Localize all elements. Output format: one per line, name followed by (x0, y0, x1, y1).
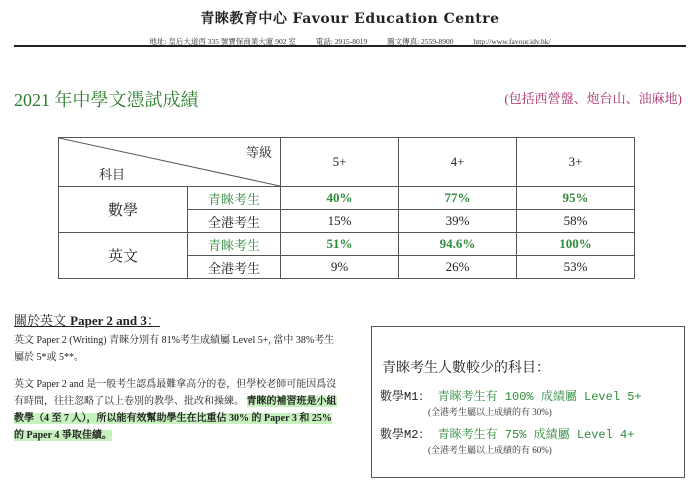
table-header-row (59, 138, 635, 187)
notes-heading-bold: Paper 2 and 3 (70, 313, 147, 328)
table-row (59, 233, 635, 256)
value-cell: 58% (517, 210, 635, 233)
header-divider (14, 45, 686, 47)
subject-header: 科目 (99, 168, 126, 183)
brand-name-cn: 青睞教育中心 (200, 11, 288, 27)
box-title: 青睞考生人數較少的科目： (382, 360, 550, 376)
value-cell: 94.6% (399, 233, 517, 256)
small-subjects-box (371, 326, 685, 478)
phone-text: 電話: 2915-8019 (315, 37, 368, 46)
value-cell: 26% (399, 256, 517, 279)
box-item-text: 青睞考生有 100% 成績屬 Level 5+ (437, 390, 642, 404)
value-cell: 40% (281, 187, 399, 210)
box-item-text: 青睞考生有 75% 成績屬 Level 4+ (437, 428, 635, 442)
value-cell: 39% (399, 210, 517, 233)
value-cell: 51% (281, 233, 399, 256)
box-item (380, 425, 634, 442)
grade-header: 等級 (245, 146, 272, 161)
address-text: 地址: 皇后大道西 335 號寶保商業大廈 902 室 (149, 37, 296, 46)
website-link[interactable]: http://www.favour.idv.hk/ (473, 37, 551, 46)
group-cell: 全港考生 (188, 210, 281, 233)
brand-name-en: Favour Education Centre (292, 11, 500, 27)
notes-paragraph-2 (14, 376, 344, 444)
results-table (58, 137, 635, 279)
box-item-note: (全港考生屬以上成績的有 60%) (428, 445, 552, 455)
notes-heading (14, 310, 160, 329)
group-cell: 青睞考生 (188, 233, 281, 256)
notes-paragraph-2-text: 英文 Paper 2 and 是一般考生認爲最難拿高分的卷，但學校老師可能因爲沒有時間，往往忽略了以上卷別的教學、批改和操練。 (14, 379, 337, 407)
subject-cell-math: 數學 (59, 187, 188, 233)
group-cell: 青睞考生 (188, 187, 281, 210)
value-cell: 100% (517, 233, 635, 256)
value-cell: 53% (517, 256, 635, 279)
value-cell: 15% (281, 210, 399, 233)
box-item-note: (全港考生屬以上成績的有 30%) (428, 407, 552, 417)
column-header: 5+ (281, 138, 399, 187)
box-item (380, 387, 642, 404)
fax-text: 圖文傳真: 2559-8900 (387, 37, 454, 46)
page-title: 2021 年中學文憑試成績 (14, 90, 199, 110)
notes-heading-prefix: 關於英文 (14, 314, 67, 329)
box-item-label: 數學M1： (380, 390, 431, 404)
box-item-label: 數學M2： (380, 428, 431, 442)
notes-paragraph-1: 英文 Paper 2 (Writing) 青睞分別有 81%考生成績屬 Level 5+, 當中 38%考生屬於 5*或 5**。 (14, 335, 335, 363)
group-cell: 全港考生 (188, 256, 281, 279)
subject-cell-english: 英文 (59, 233, 188, 279)
region-note: (包括西營盤、炮台山、油麻地) (504, 91, 682, 106)
column-header: 4+ (399, 138, 517, 187)
table-row (59, 187, 635, 210)
notes-highlight: 青睞的補習班是小組教學（4 至 7 人），所以能有效幫助學生在比重佔 30% 的 Paper 3 和 25% 的 Paper 4 爭取佳績。 (14, 396, 337, 441)
column-header: 3+ (517, 138, 635, 187)
value-cell: 77% (399, 187, 517, 210)
value-cell: 9% (281, 256, 399, 279)
notes-heading-suffix: ： (146, 314, 160, 329)
value-cell: 95% (517, 187, 635, 210)
corner-header-cell (59, 138, 281, 187)
page-header (0, 8, 700, 28)
